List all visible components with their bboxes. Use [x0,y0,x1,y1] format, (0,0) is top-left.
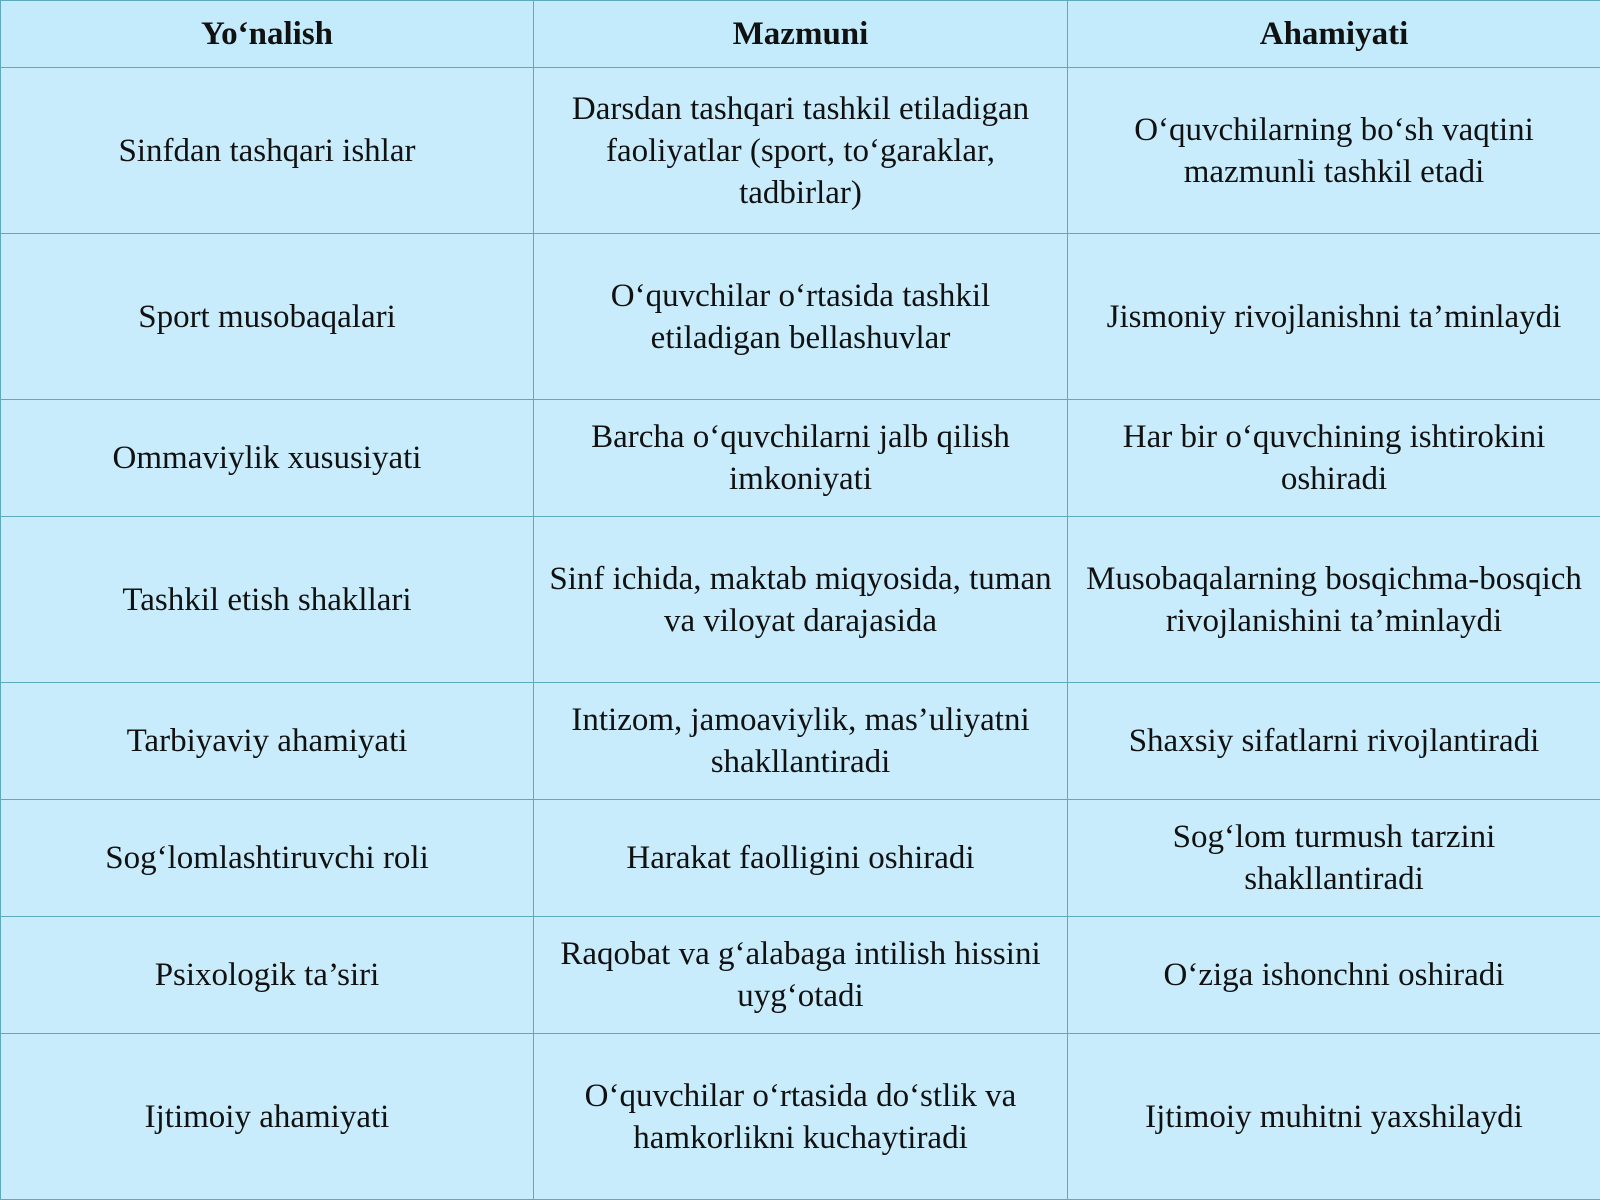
cell-mazmuni: Darsdan tashqari tashkil etiladigan faoliyatlar (sport, to‘garaklar, tadbirlar) [534,68,1068,234]
cell-ahamiyati: Ijtimoiy muhitni yaxshilaydi [1068,1034,1600,1200]
cell-yonalish: Sog‘lomlashtiruvchi roli [1,800,534,917]
header-mazmuni: Mazmuni [534,1,1068,68]
table-row [1,917,1600,1034]
header-row [1,1,1600,68]
cell-yonalish: Tarbiyaviy ahamiyati [1,683,534,800]
cell-mazmuni: Raqobat va g‘alabaga intilish hissini uyg‘otadi [534,917,1068,1034]
header-ahamiyati: Ahamiyati [1068,1,1600,68]
cell-yonalish: Sinfdan tashqari ishlar [1,68,534,234]
cell-yonalish: Ommaviylik xususiyati [1,400,534,517]
cell-ahamiyati: O‘ziga ishonchni oshiradi [1068,917,1600,1034]
cell-yonalish: Psixologik ta’siri [1,917,534,1034]
cell-mazmuni: Harakat faolligini oshiradi [534,800,1068,917]
cell-mazmuni: O‘quvchilar o‘rtasida do‘stlik va hamkorlikni kuchaytiradi [534,1034,1068,1200]
cell-yonalish: Ijtimoiy ahamiyati [1,1034,534,1200]
table-row [1,800,1600,917]
table-row [1,234,1600,400]
table-row [1,400,1600,517]
cell-ahamiyati: Har bir o‘quvchining ishtirokini oshiradi [1068,400,1600,517]
table-row [1,683,1600,800]
table-row [1,517,1600,683]
cell-mazmuni: Barcha o‘quvchilarni jalb qilish imkoniyati [534,400,1068,517]
cell-mazmuni: Sinf ichida, maktab miqyosida, tuman va viloyat darajasida [534,517,1068,683]
cell-ahamiyati: Jismoniy rivojlanishni ta’minlaydi [1068,234,1600,400]
table-row [1,68,1600,234]
cell-ahamiyati: Shaxsiy sifatlarni rivojlantiradi [1068,683,1600,800]
cell-mazmuni: Intizom, jamoaviylik, mas’uliyatni shakllantiradi [534,683,1068,800]
header-yonalish: Yo‘nalish [1,1,534,68]
cell-yonalish: Tashkil etish shakllari [1,517,534,683]
cell-ahamiyati: O‘quvchilarning bo‘sh vaqtini mazmunli tashkil etadi [1068,68,1600,234]
cell-mazmuni: O‘quvchilar o‘rtasida tashkil etiladigan bellashuvlar [534,234,1068,400]
cell-ahamiyati: Sog‘lom turmush tarzini shakllantiradi [1068,800,1600,917]
cell-yonalish: Sport musobaqalari [1,234,534,400]
cell-ahamiyati: Musobaqalarning bosqichma-bosqich rivojlanishini ta’minlaydi [1068,517,1600,683]
table-row [1,1034,1600,1200]
